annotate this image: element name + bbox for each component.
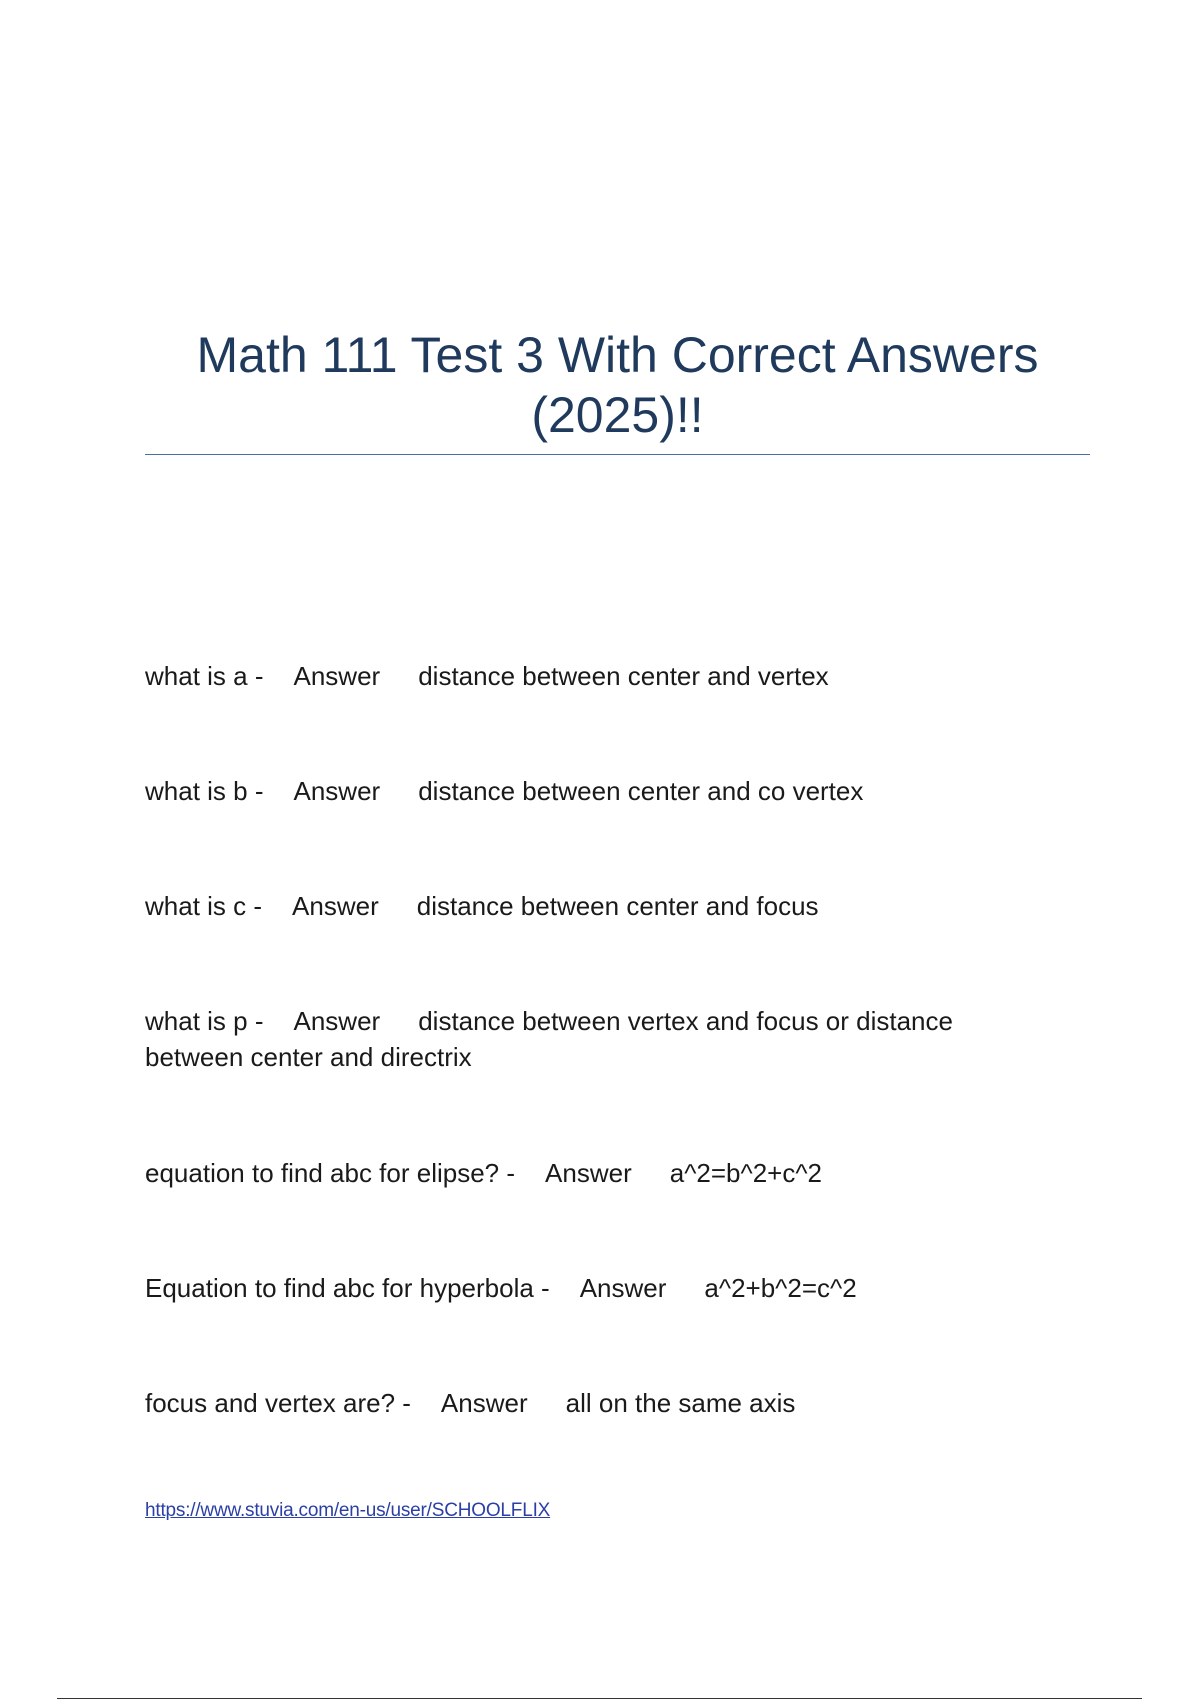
title-block [145, 325, 1090, 445]
question-text: what is c - [145, 891, 263, 921]
question-text: Equation to find abc for hyperbola - [145, 1273, 550, 1303]
document-title: Math 111 Test 3 With Correct Answers (2025)!! [196, 327, 1039, 443]
answer-text: a^2+b^2=c^2 [704, 1273, 857, 1303]
qa-item-c [145, 888, 1045, 924]
answer-label: Answer [293, 776, 381, 806]
answer-label: Answer [292, 891, 379, 921]
qa-item-hyperbola [145, 1270, 1045, 1306]
answer-text: distance between center and co vertex [418, 776, 864, 806]
answer-label: Answer [579, 1273, 667, 1303]
question-text: focus and vertex are? - [145, 1388, 411, 1418]
source-link[interactable]: https://www.stuvia.com/en-us/user/SCHOOLFLIX [145, 1500, 551, 1521]
answer-text: a^2=b^2+c^2 [669, 1158, 823, 1188]
question-text: equation to find abc for elipse? - [145, 1158, 516, 1188]
page-bottom-divider [57, 1698, 1142, 1699]
answer-text: distance between vertex and focus or distance between center and directrix [145, 1006, 953, 1072]
qa-item-elipse [145, 1155, 1045, 1191]
title-divider [145, 454, 1090, 455]
answer-text: distance between center and focus [416, 891, 819, 921]
question-text: what is p - [145, 1006, 264, 1036]
qa-item-a [145, 658, 1045, 694]
question-text: what is b - [145, 776, 264, 806]
qa-item-b [145, 773, 1045, 809]
answer-text: all on the same axis [565, 1388, 796, 1418]
answer-label: Answer [440, 1388, 528, 1418]
question-text: what is a - [145, 661, 264, 691]
qa-item-p [145, 1003, 1025, 1075]
answer-label: Answer [293, 661, 381, 691]
qa-item-focus-vertex [145, 1385, 1045, 1421]
answer-label: Answer [545, 1158, 632, 1188]
answer-text: distance between center and vertex [418, 661, 829, 691]
answer-label: Answer [293, 1006, 381, 1036]
